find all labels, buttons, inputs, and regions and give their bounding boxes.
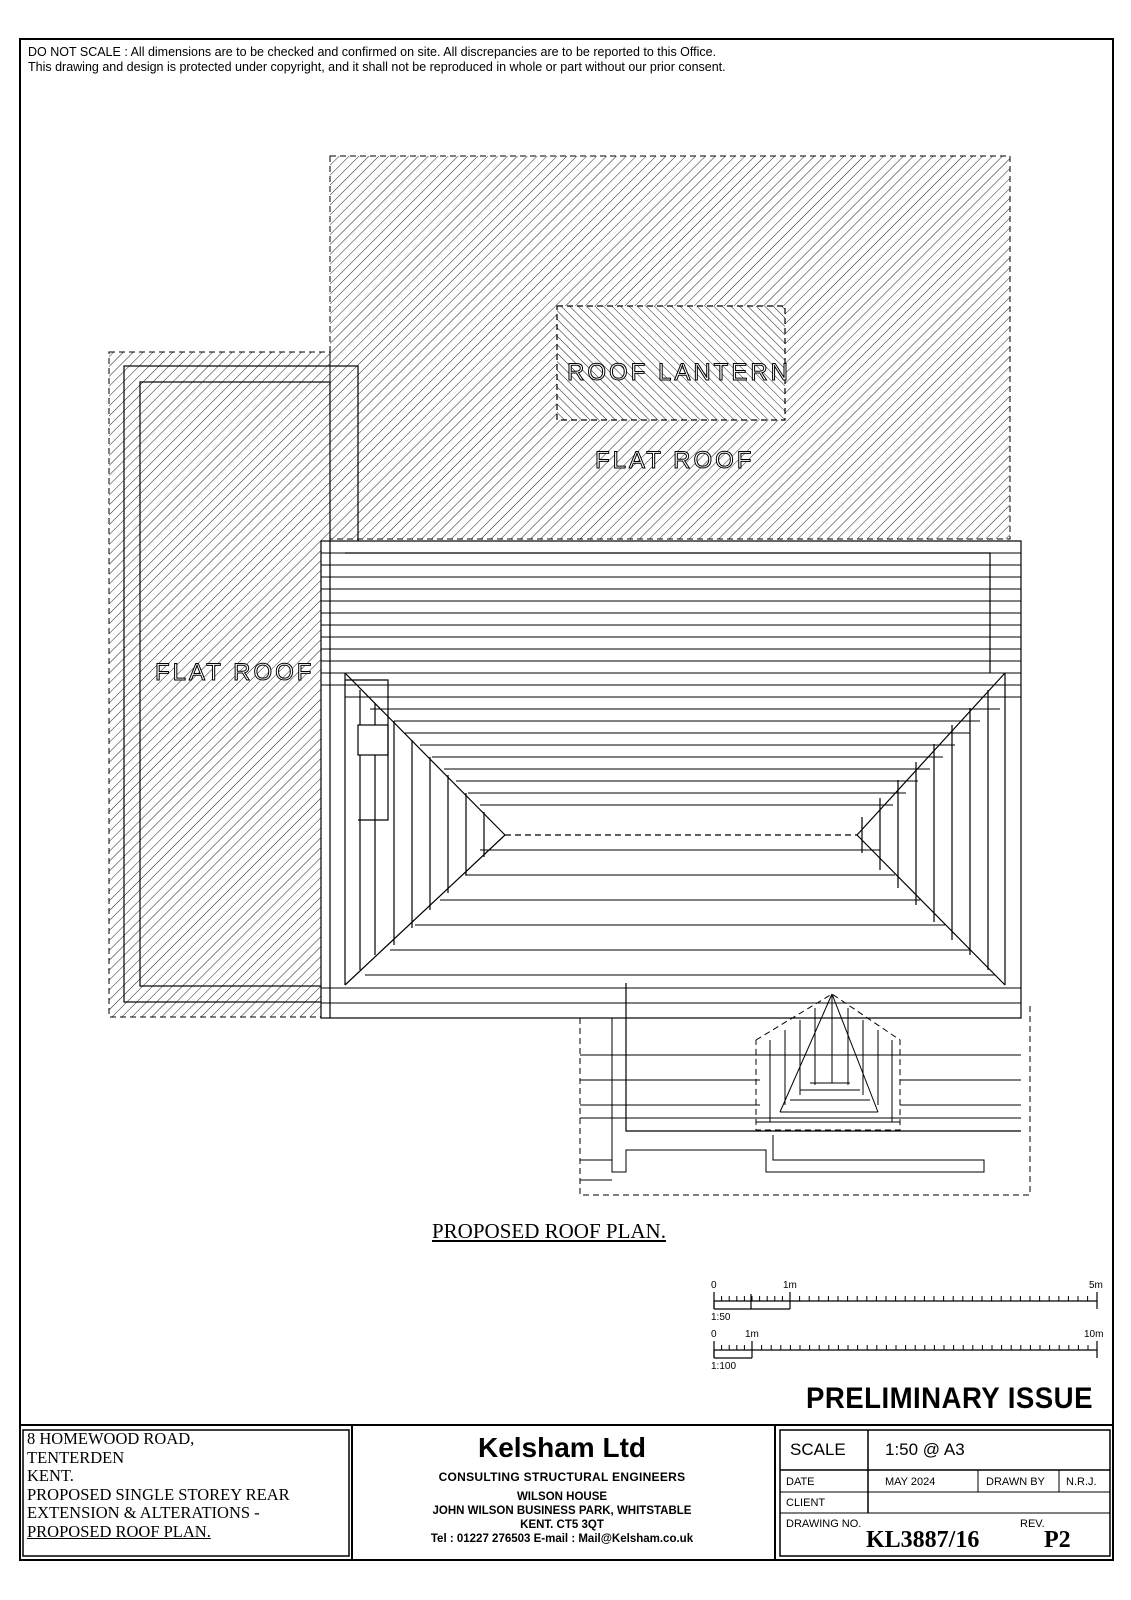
scale-bar-1-end: 5m [1089,1280,1103,1291]
drawing-no-label: DRAWING NO. [786,1518,862,1530]
revision-number: P2 [1044,1527,1071,1553]
main-flat-roof-label: FLAT ROOF [595,447,755,474]
drawn-by-label: DRAWN BY [986,1476,1045,1488]
address-line-1: WILSON HOUSE [516,1491,608,1503]
project-line-4: PROPOSED SINGLE STOREY REAR [27,1484,290,1504]
company-contact: Tel : 01227 276503 E-mail : Mail@Kelsham.co.uk [430,1533,694,1545]
address-line-2: JOHN WILSON BUSINESS PARK, WHITSTABLE [432,1505,692,1517]
company-block [352,1430,772,1545]
company-subtitle: CONSULTING STRUCTURAL ENGINEERS [438,1470,686,1484]
drawing-number: KL3887/16 [866,1527,980,1553]
date-label: DATE [786,1476,815,1488]
side-flat-roof-label: FLAT ROOF [155,659,315,686]
project-line-5: EXTENSION & ALTERATIONS - [27,1503,260,1522]
pitched-roof [321,541,1021,1018]
project-description [27,1430,347,1541]
client-label: CLIENT [786,1497,826,1509]
disclaimer-line-2: This drawing and design is protected under copyright, and it shall not be reproduced in whole or part without our prior consent. [28,60,726,74]
disclaimer-line-1: DO NOT SCALE : All dimensions are to be checked and confirmed on site. All discrepancies are to be reported to this Office. [28,45,717,59]
scale-bar-1-start: 0 [711,1280,717,1291]
rev-label: REV. [1020,1518,1045,1530]
scale-bar-2-start: 0 [711,1329,717,1340]
scale-bar-2-mid: 1m [745,1329,759,1340]
scale-bar-2-ratio: 1:100 [711,1361,737,1372]
project-line-1: 8 HOMEWOOD ROAD, [27,1429,195,1448]
project-line-6: PROPOSED ROOF PLAN. [27,1521,211,1541]
preliminary-issue-stamp: PRELIMINARY ISSUE [806,1382,1093,1415]
scale-bar-1-ticks [714,1296,1088,1301]
scale-bar-2-ticks [714,1345,1088,1350]
scale-bar-1-mid: 1m [783,1280,797,1291]
project-line-3: KENT. [27,1466,74,1485]
drawing-title: PROPOSED ROOF PLAN. [432,1219,666,1243]
company-address [352,1490,772,1532]
roof-lantern-label: ROOF LANTERN [567,359,792,386]
scale-bar-1-ratio: 1:50 [711,1312,731,1323]
date-value: MAY 2024 [885,1476,936,1488]
company-name: Kelsham Ltd [477,1432,647,1463]
drawn-by-value: N.R.J. [1066,1476,1097,1488]
scale-bar-2-end: 10m [1084,1329,1104,1340]
project-line-2: TENTERDEN [27,1447,125,1467]
address-line-3: KENT. CT5 3QT [520,1519,604,1531]
scale-label: SCALE [790,1440,846,1459]
scale-value: 1:50 @ A3 [885,1440,965,1459]
